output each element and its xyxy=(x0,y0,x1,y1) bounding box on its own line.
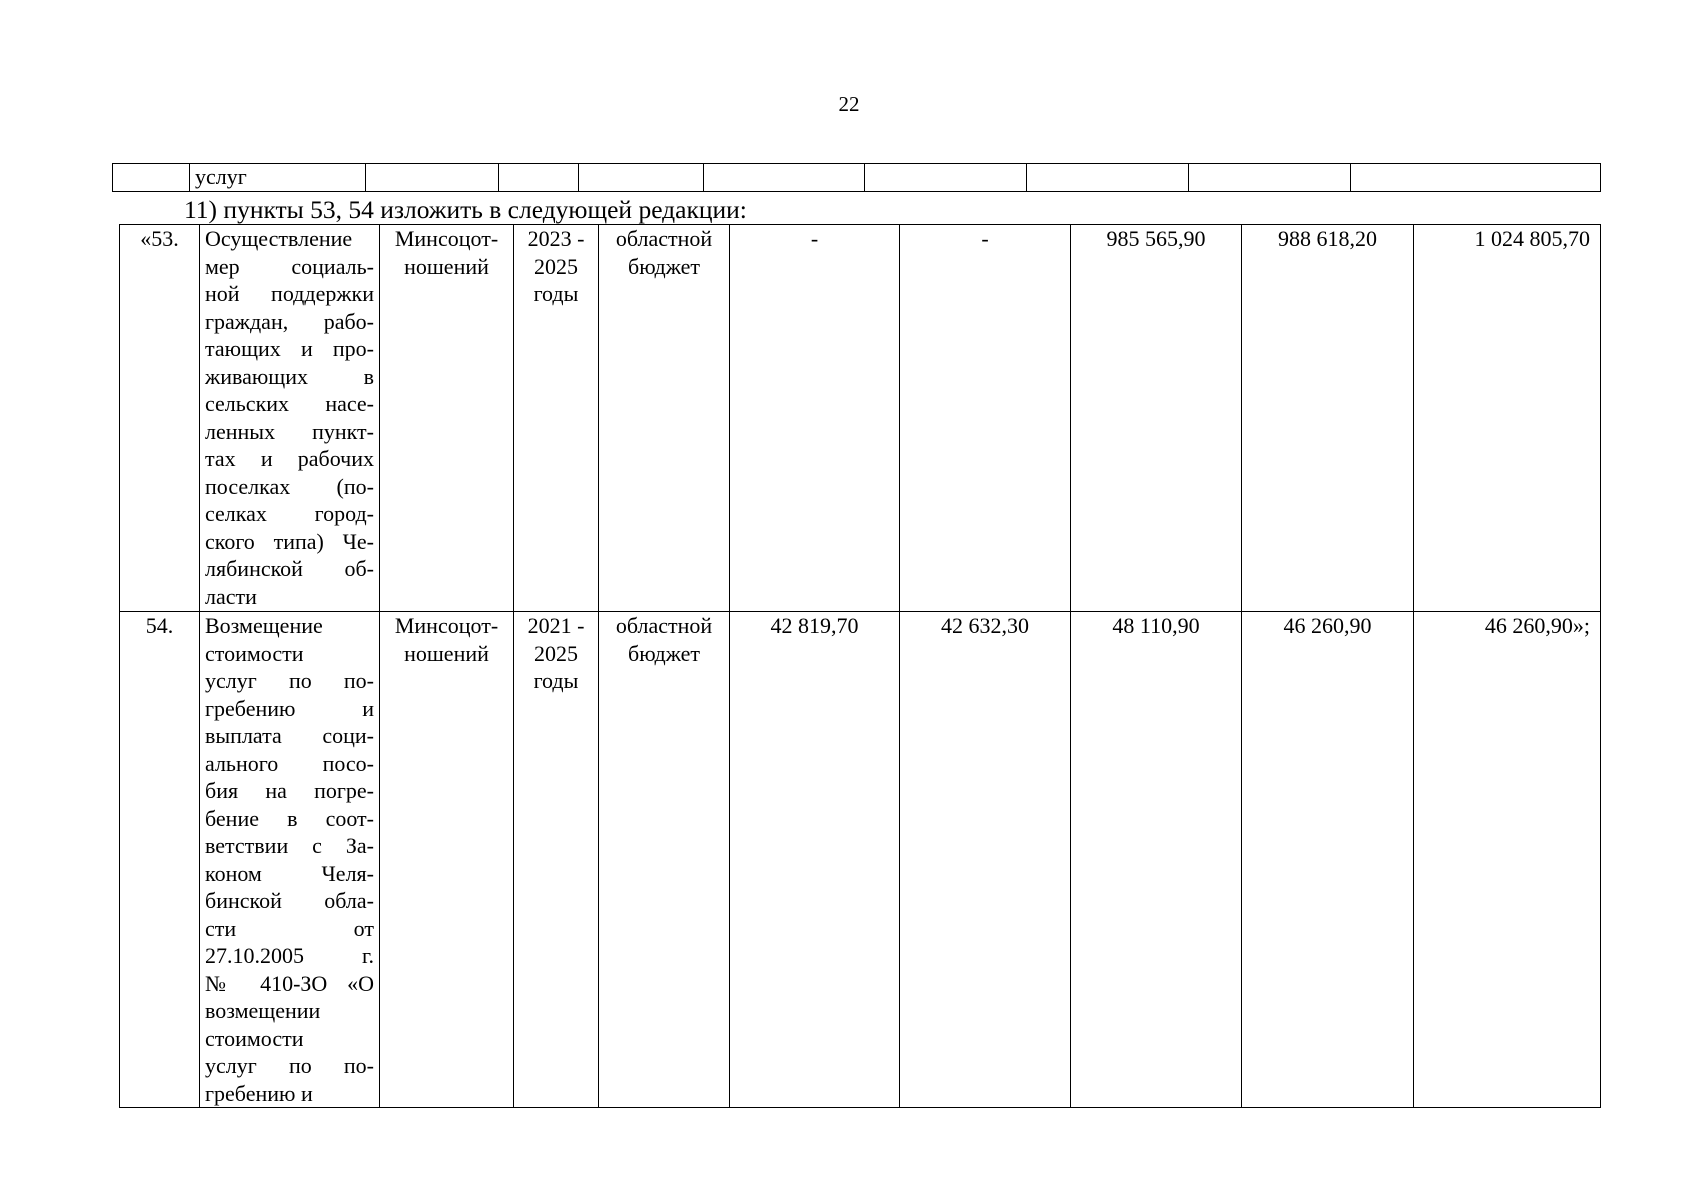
text-line: областной xyxy=(615,226,713,251)
cell xyxy=(579,164,704,192)
cell xyxy=(1027,164,1189,192)
item-description xyxy=(200,225,380,612)
text-line: возмещении xyxy=(205,998,321,1023)
text-line: бия на погре- xyxy=(205,778,374,803)
text-line: 2021 - xyxy=(527,613,585,638)
cell xyxy=(1189,164,1351,192)
previous-row-table xyxy=(112,163,1601,192)
text-line: ной поддержки xyxy=(205,281,374,306)
cell xyxy=(366,164,499,192)
text-line: годы xyxy=(533,668,579,693)
cell xyxy=(1351,164,1601,192)
text-line: поселках (по- xyxy=(205,473,374,499)
cell: услуг xyxy=(190,164,366,192)
text-line: 2023 - xyxy=(527,226,585,251)
item-value: 48 110,90 xyxy=(1071,612,1242,1108)
text-line: 2025 xyxy=(534,640,578,666)
text-line: коном Челя- xyxy=(205,860,374,886)
text-line: годы xyxy=(533,281,579,306)
text-line: сти от xyxy=(205,915,374,941)
item-value: 985 565,90 xyxy=(1071,225,1242,612)
item-number: «53. xyxy=(120,225,200,612)
text-line: Возмещение xyxy=(205,613,323,638)
item-value: 988 618,20 xyxy=(1242,225,1414,612)
text-line: ленных пункт- xyxy=(205,418,374,444)
text-line: ветствии с За- xyxy=(205,833,374,858)
text-line: ношений xyxy=(404,253,489,279)
text-line: мер социаль- xyxy=(205,253,374,279)
cell xyxy=(113,164,190,192)
item-value: 1 024 805,70 xyxy=(1414,225,1601,612)
text-line: выплата соци- xyxy=(205,723,374,748)
text-line: 2025 xyxy=(534,253,578,279)
table-row xyxy=(113,164,1601,192)
cell xyxy=(704,164,865,192)
text-line: бюджет xyxy=(628,640,700,666)
text-line: ского типа) Че- xyxy=(205,528,374,554)
text-line: услуг по по- xyxy=(205,668,374,693)
page-number: 22 xyxy=(838,92,860,116)
text-line: ального посо- xyxy=(205,750,374,776)
item-period xyxy=(514,225,599,612)
text-line: услуг по по- xyxy=(205,1053,374,1078)
item-funding-source xyxy=(599,612,730,1108)
text-line: Минсоцот- xyxy=(394,226,499,251)
cell xyxy=(499,164,579,192)
item-funding-source xyxy=(599,225,730,612)
text-line: № 410-ЗО «О xyxy=(205,970,374,996)
item-executor xyxy=(380,612,514,1108)
budget-table xyxy=(119,224,1601,1108)
text-line: 27.10.2005 г. xyxy=(205,943,374,968)
item-value: - xyxy=(900,225,1071,612)
text-line: тах и рабочих xyxy=(205,446,374,471)
text-line: гребению и xyxy=(205,695,374,721)
text-line: тающих и про- xyxy=(205,336,374,361)
item-period xyxy=(514,612,599,1108)
text-line: бение в соот- xyxy=(205,805,374,831)
text-line: селках город- xyxy=(205,501,374,526)
item-value: 42 632,30 xyxy=(900,612,1071,1108)
item-value: 46 260,90»; xyxy=(1414,612,1601,1108)
item-description xyxy=(200,612,380,1108)
text-line: гребению и xyxy=(205,1080,313,1106)
text-line: ношений xyxy=(404,640,489,666)
item-value: 46 260,90 xyxy=(1242,612,1414,1108)
text-line: Минсоцот- xyxy=(394,613,499,638)
text-line: сельских насе- xyxy=(205,391,374,416)
text-line: ласти xyxy=(205,583,257,609)
item-number: 54. xyxy=(120,612,200,1108)
text-line: живающих в xyxy=(205,363,374,389)
table-row xyxy=(120,225,1601,612)
text-line: граждан, рабо- xyxy=(205,308,374,334)
text-line: лябинской об- xyxy=(205,556,374,581)
cell xyxy=(865,164,1027,192)
item-executor xyxy=(380,225,514,612)
text-line: бюджет xyxy=(628,253,700,279)
text-line: областной xyxy=(615,613,713,638)
item-value: 42 819,70 xyxy=(730,612,900,1108)
text-line: бинской обла- xyxy=(205,888,374,913)
text-line: стоимости xyxy=(205,1025,304,1051)
table-row xyxy=(120,612,1601,1108)
instruction-text: 11) пункты 53, 54 изложить в следующей редакции: xyxy=(184,195,747,224)
text-line: Осуществление xyxy=(205,226,353,251)
text-line: стоимости xyxy=(205,640,304,666)
item-value: - xyxy=(730,225,900,612)
